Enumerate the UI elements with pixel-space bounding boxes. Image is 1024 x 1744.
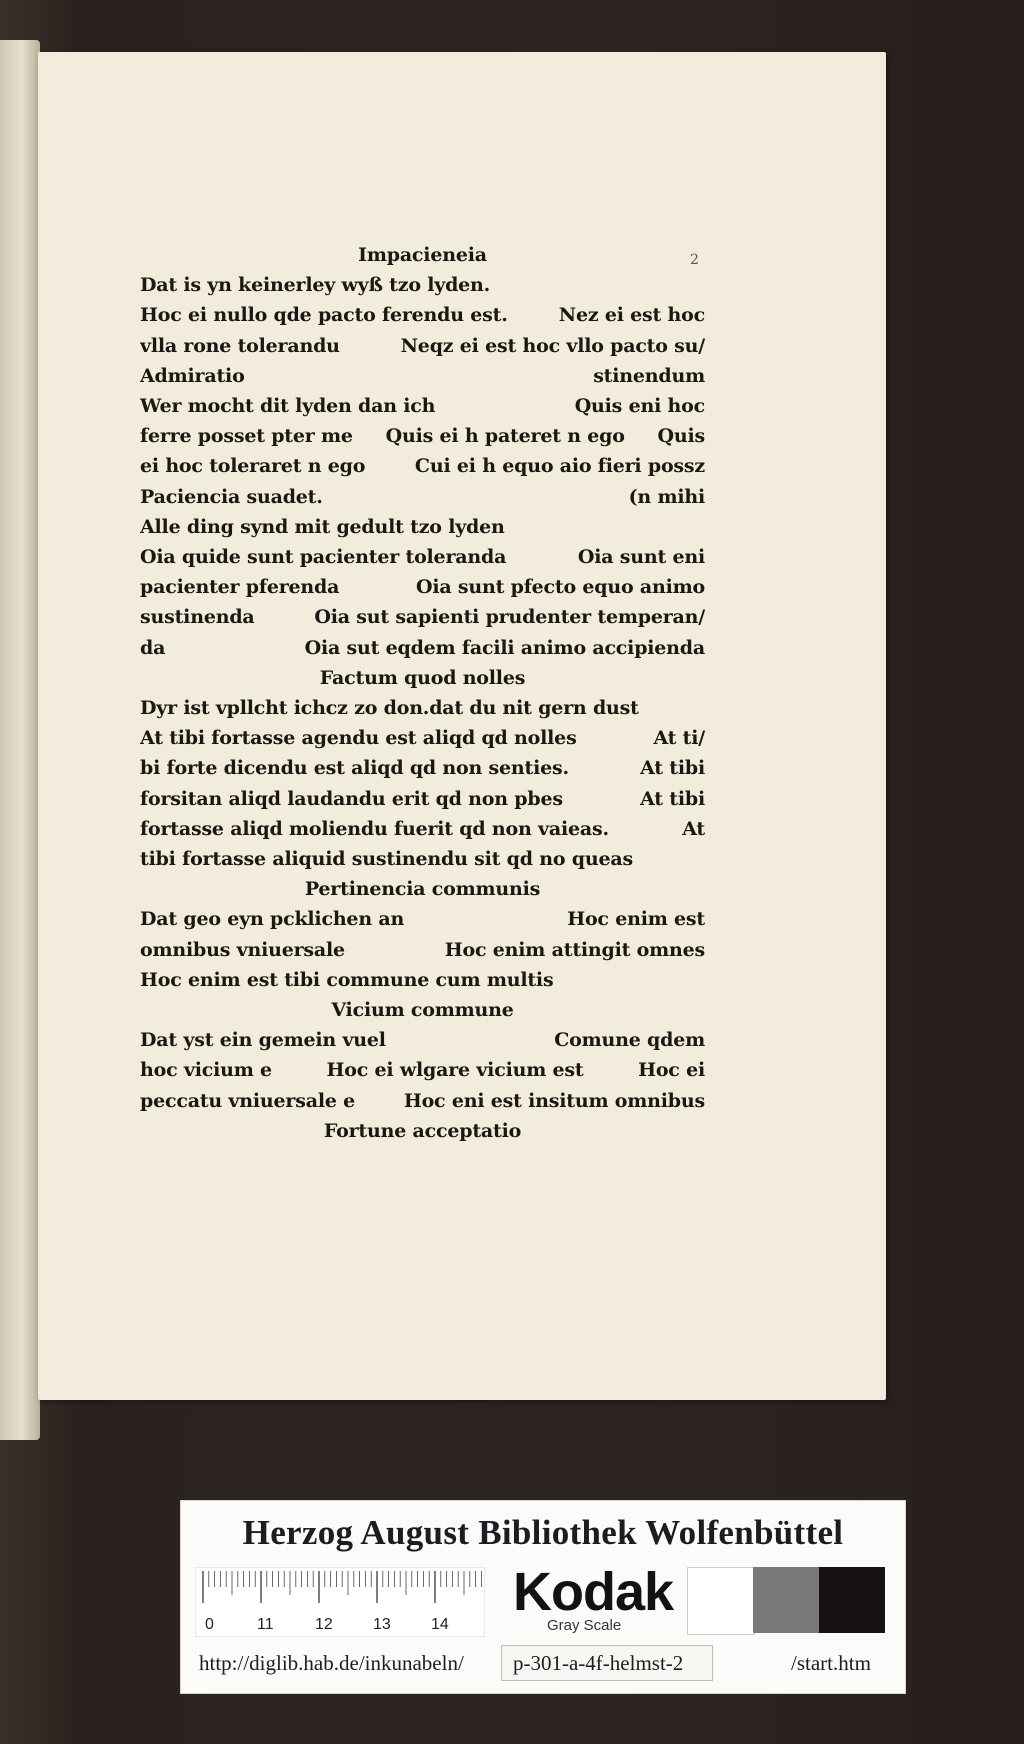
text-segment: bi forte dicendu est aliqd qd non senties. (140, 757, 569, 780)
text-segment: Hoc enim attingit omnes (444, 938, 705, 961)
text-segment: At tibi (640, 757, 705, 780)
text-line (140, 1086, 705, 1116)
text-segment: tibi fortasse aliquid sustinendu sit qd no queas (140, 848, 633, 871)
kodak-brand: Kodak (513, 1562, 674, 1622)
text-line (140, 784, 705, 814)
text-segment: Hoc ei (638, 1059, 705, 1082)
gray-scale-label: Gray Scale (547, 1617, 622, 1634)
text-segment: Nez ei est hoc (558, 304, 705, 327)
measurement-ruler (195, 1567, 485, 1637)
text-line (140, 1055, 705, 1085)
text-segment: fortasse aliqd moliendu fuerit qd non vaieas. (140, 817, 609, 840)
text-segment: At tibi fortasse agendu est aliqd qd nolles (140, 727, 577, 750)
text-line (140, 935, 705, 965)
text-line (140, 482, 705, 512)
text-line (140, 663, 705, 693)
text-segment: sustinenda (140, 606, 255, 629)
text-segment: vlla rone tolerandu (140, 334, 340, 357)
page-text (140, 240, 705, 1146)
gray-swatch-mid (753, 1567, 819, 1633)
ruler-number: 13 (373, 1616, 391, 1633)
text-segment: (n mihi (628, 485, 705, 508)
text-line (140, 693, 705, 723)
text-segment: Quis eni hoc (574, 395, 705, 418)
signature-mark: 2 (690, 252, 699, 268)
text-line (140, 542, 705, 572)
text-segment: At (682, 817, 705, 840)
text-line (140, 572, 705, 602)
library-color-card (180, 1500, 906, 1694)
text-segment: Paciencia suadet. (140, 485, 323, 508)
text-line (140, 844, 705, 874)
text-segment: ei hoc toleraret n ego (140, 455, 366, 478)
text-line (140, 391, 705, 421)
text-line (140, 633, 705, 663)
text-segment: omnibus vniuersale (140, 938, 345, 961)
previous-page-edge (0, 40, 40, 1440)
text-line (140, 602, 705, 632)
text-segment: pacienter pferenda (140, 576, 340, 599)
text-line (140, 874, 705, 904)
text-segment: Dat geo eyn pcklichen an (140, 908, 405, 931)
text-segment: Hoc enim est tibi commune cum multis (140, 968, 554, 991)
text-segment: At ti/ (653, 727, 705, 750)
text-line (140, 965, 705, 995)
url-row (181, 1645, 905, 1685)
text-segment: Pertinencia communis (304, 878, 541, 901)
text-segment: Oia sut eqdem facili animo accipienda (304, 636, 705, 659)
text-segment: Oia sunt eni (577, 546, 705, 569)
url-suffix: /start.htm (791, 1651, 871, 1675)
ruler-number: 0 (205, 1616, 214, 1633)
text-segment: Dat is yn keinerley wyß tzo lyden. (140, 274, 491, 297)
text-segment: peccatu vniuersale e (140, 1089, 356, 1112)
text-segment: Hoc enim est (567, 908, 705, 931)
text-segment: da (140, 636, 166, 659)
text-segment: Factum quod nolles (319, 666, 526, 689)
text-segment: Alle ding synd mit gedult tzo lyden (140, 515, 505, 538)
text-segment: Wer mocht dit lyden dan ich (140, 395, 436, 418)
text-segment: Admiratio (140, 364, 245, 387)
text-segment: Oia sut sapienti prudenter temperan/ (314, 606, 705, 629)
url-id: p-301-a-4f-helmst-2 (513, 1651, 684, 1675)
text-segment: Hoc ei wlgare vicium est (326, 1059, 584, 1082)
ruler-number: 11 (257, 1616, 274, 1633)
text-line (140, 753, 705, 783)
text-segment: Impacieneia (358, 244, 487, 266)
text-line (140, 995, 705, 1025)
text-line (140, 512, 705, 542)
text-line (140, 723, 705, 753)
ruler-number: 12 (315, 1616, 333, 1633)
text-segment: At tibi (640, 787, 705, 810)
text-line (140, 1116, 705, 1146)
url-prefix: http://diglib.hab.de/inkunabeln/ (199, 1651, 464, 1675)
text-segment: Vicium commune (331, 999, 514, 1022)
text-line (140, 300, 705, 330)
ruler-number: 14 (431, 1616, 449, 1633)
text-line (140, 421, 705, 451)
text-segment: ferre posset pter me (140, 425, 353, 448)
text-segment: Hoc ei nullo qde pacto ferendu est. (140, 304, 508, 327)
text-line (140, 904, 705, 934)
text-segment: Comune qdem (554, 1029, 705, 1052)
text-segment: Fortune acceptatio (323, 1119, 522, 1142)
text-line (140, 270, 705, 300)
gray-swatch-dark (819, 1567, 885, 1633)
text-segment: stinendum (593, 364, 705, 387)
text-line (140, 1025, 705, 1055)
text-line (140, 814, 705, 844)
text-segment: Dat yst ein gemein vuel (140, 1029, 386, 1052)
gray-swatch-white (687, 1567, 755, 1635)
text-segment: hoc vicium e (140, 1059, 272, 1082)
text-segment: Neqz ei est hoc vllo pacto su/ (400, 334, 705, 357)
kodak-logo (507, 1562, 682, 1637)
text-segment: forsitan aliqd laudandu erit qd non pbes (140, 787, 563, 810)
text-segment: Quis (657, 425, 705, 448)
text-segment: Hoc eni est insitum omnibus (403, 1089, 705, 1112)
text-line (140, 451, 705, 481)
text-line (140, 331, 705, 361)
text-line (140, 361, 705, 391)
text-segment: Quis ei h pateret n ego (385, 425, 625, 448)
text-line (140, 240, 705, 270)
text-segment: Dyr ist vpllcht ichcz zo don.dat du nit gern dust (140, 697, 639, 720)
library-name: Herzog August Bibliothek Wolfenbüttel (242, 1513, 844, 1552)
text-segment: Oia quide sunt pacienter toleranda (140, 546, 507, 569)
text-segment: Oia sunt pfecto equo animo (416, 576, 705, 599)
text-segment: Cui ei h equo aio fieri possz (414, 455, 705, 478)
